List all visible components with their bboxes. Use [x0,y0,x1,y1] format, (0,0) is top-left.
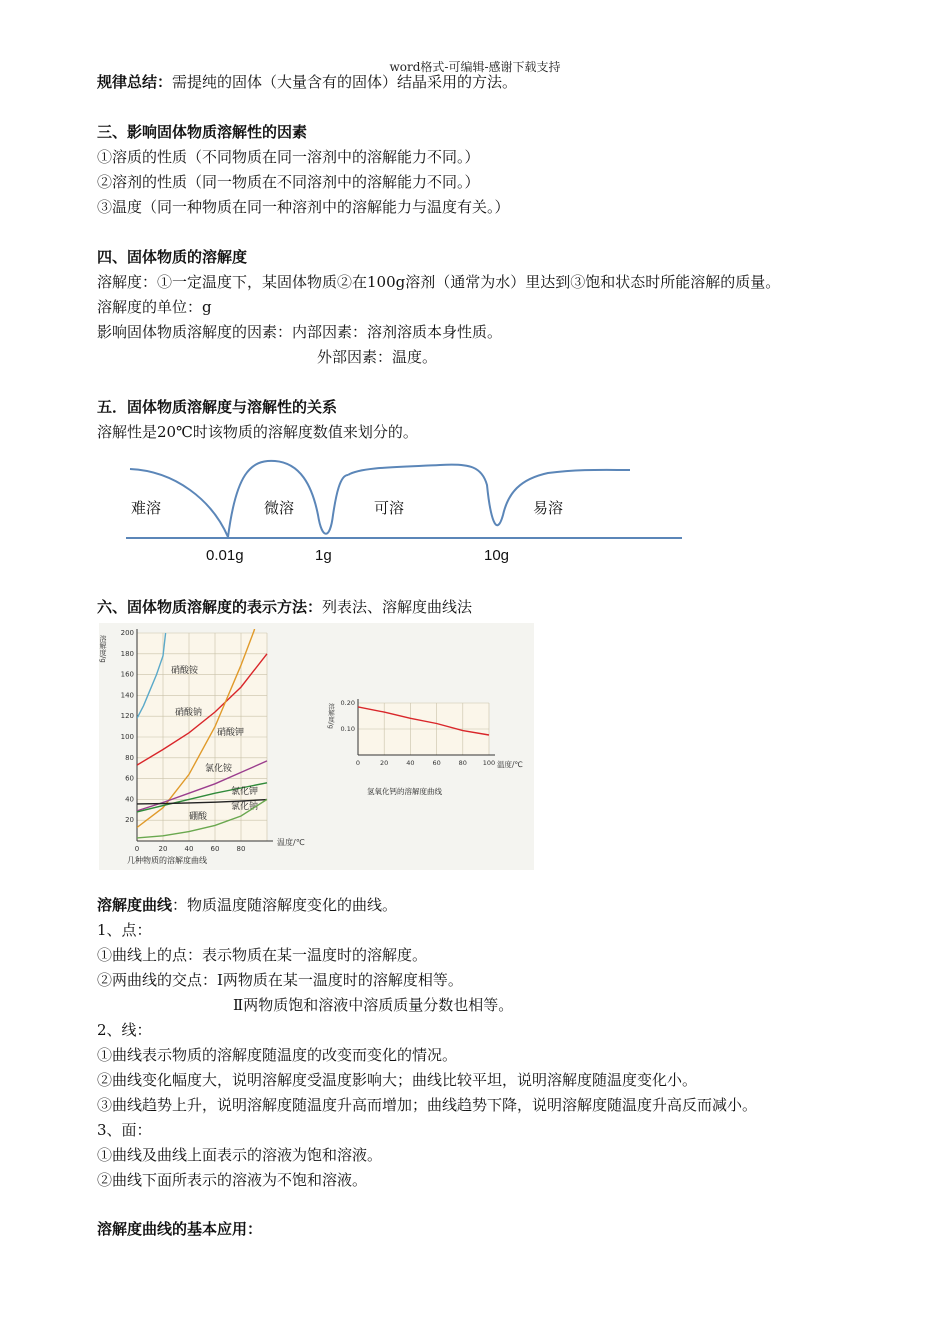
section7-line-3: ②两曲线的交点：Ⅰ两物质在某一温度时的溶解度相等。 [97,971,463,989]
section4-factors-external: 外部因素：温度。 [317,348,438,366]
x-tick-label: 40 [184,845,194,853]
tick-label-1g: 1g [315,547,332,564]
series-label: 氯化铵 [205,764,233,774]
section7-title-text: ：物质温度随溶解度变化的曲线。 [172,896,398,914]
y-tick-label: 200 [120,629,134,637]
solubility-curves-figure [99,623,534,870]
y-tick-label: 40 [125,795,134,804]
section3-item-2: ②溶剂的性质（同一物质在不同溶剂中的溶解能力不同。） [97,173,480,191]
x-axis-label: 温度/℃ [277,838,305,847]
section7-line-7: ②曲线变化幅度大，说明溶解度受温度影响大；曲线比较平坦，说明溶解度随温度变化小。 [97,1071,698,1089]
section6-line [97,597,472,617]
section3-item-3: ③温度（同一种物质在同一种溶剂中的溶解能力与温度有关。） [97,198,510,216]
series-label: 氯化钾 [231,787,259,797]
x-tick-label: 20 [380,759,389,767]
series-label: 硝酸钠 [175,708,203,718]
section7-line-8: ③曲线趋势上升，说明溶解度随温度升高而增加；曲线趋势下降，说明溶解度随温度升高反而减小。 [97,1096,758,1114]
y-tick-label: 180 [120,649,134,658]
section7-line-9: 3、面： [97,1121,152,1139]
tick-label-10g: 10g [484,547,510,564]
summary-text: 需提纯的固体（大量含有的固体）结晶采用的方法。 [172,73,518,91]
y-tick-label: 0.10 [340,725,355,733]
y-axis-label: 溶解度/g [327,703,335,729]
y-tick-label: 120 [120,712,134,721]
page-header: word格式-可编辑-感谢下载支持 [389,60,561,74]
y-tick-label: 20 [125,816,134,825]
section7-title: 溶解度曲线 [97,896,173,914]
section4-definition: 溶解度：①一定温度下，某固体物质②在100g溶剂（通常为水）里达到③饱和状态时所能溶解的质量。 [97,273,781,291]
y-tick-label: 100 [120,733,134,741]
y-axis-label: 溶解度/g [99,635,107,663]
x-axis-label: 温度/℃ [497,760,523,769]
section4-factors-internal: 影响固体物质溶解度的因素：内部因素：溶剂溶质本身性质。 [97,323,503,341]
series-label: 氯化钠 [231,802,259,812]
chart-title: 几种物质的溶解度曲线 [127,856,207,865]
section8-title: 溶解度曲线的基本应用： [97,1220,263,1238]
y-tick-label: 140 [120,691,134,700]
x-tick-label: 80 [236,845,246,853]
section7-line-4: Ⅱ两物质饱和溶液中溶质质量分数也相等。 [233,996,514,1014]
x-tick-label: 0 [134,845,140,853]
section7-line-5: 2、线： [97,1021,152,1039]
section3-title: 三、影响固体物质溶解性的因素 [97,123,308,141]
x-tick-label: 40 [406,759,415,767]
x-tick-label: 60 [432,759,441,767]
section7-line-11: ②曲线下面所表示的溶液为不饱和溶液。 [97,1171,368,1189]
series-label: 硼酸 [189,812,208,822]
y-tick-label: 160 [120,670,134,679]
section7-line-2: ①曲线上的点：表示物质在某一温度时的溶解度。 [97,946,428,964]
x-tick-label: 20 [158,845,168,853]
section4-unit: 溶解度的单位：g [97,298,212,316]
section5-text: 溶解性是20℃时该物质的溶解度数值来划分的。 [97,423,418,441]
section4-title: 四、固体物质的溶解度 [97,248,248,266]
section5-title: 五．固体物质溶解度与溶解性的关系 [97,398,338,416]
zone-label-very-soluble: 易溶 [533,499,564,517]
section7-title-line [97,895,397,915]
series-label: 硝酸钾 [217,728,245,738]
chart-title: 氢氧化钙的溶解度曲线 [367,787,442,796]
summary-line [97,72,517,92]
y-tick-label: 80 [125,753,134,762]
section6-title: 六、固体物质溶解度的表示方法： [97,598,323,616]
x-tick-label: 0 [355,759,361,767]
y-tick-label: 0.20 [340,699,355,707]
section7-line-6: ①曲线表示物质的溶解度随温度的改变而变化的情况。 [97,1046,458,1064]
x-tick-label: 60 [210,845,220,853]
section6-text: 列表法、溶解度曲线法 [322,598,473,616]
section3-item-1: ①溶质的性质（不同物质在同一溶剂中的溶解能力不同。） [97,148,480,166]
zone-label-soluble: 可溶 [374,499,405,517]
zone-label-insoluble: 难溶 [131,499,162,517]
zone-label-slightly-soluble: 微溶 [264,499,295,517]
summary-label: 规律总结： [97,73,173,91]
section7-line-1: 1、点： [97,921,152,939]
x-tick-label: 100 [482,759,496,767]
section7-line-10: ①曲线及曲线上面表示的溶液为饱和溶液。 [97,1146,383,1164]
x-tick-label: 80 [458,759,467,767]
tick-label-001g: 0.01g [206,547,244,564]
y-tick-label: 60 [125,774,134,783]
series-label: 硝酸铵 [171,666,199,676]
